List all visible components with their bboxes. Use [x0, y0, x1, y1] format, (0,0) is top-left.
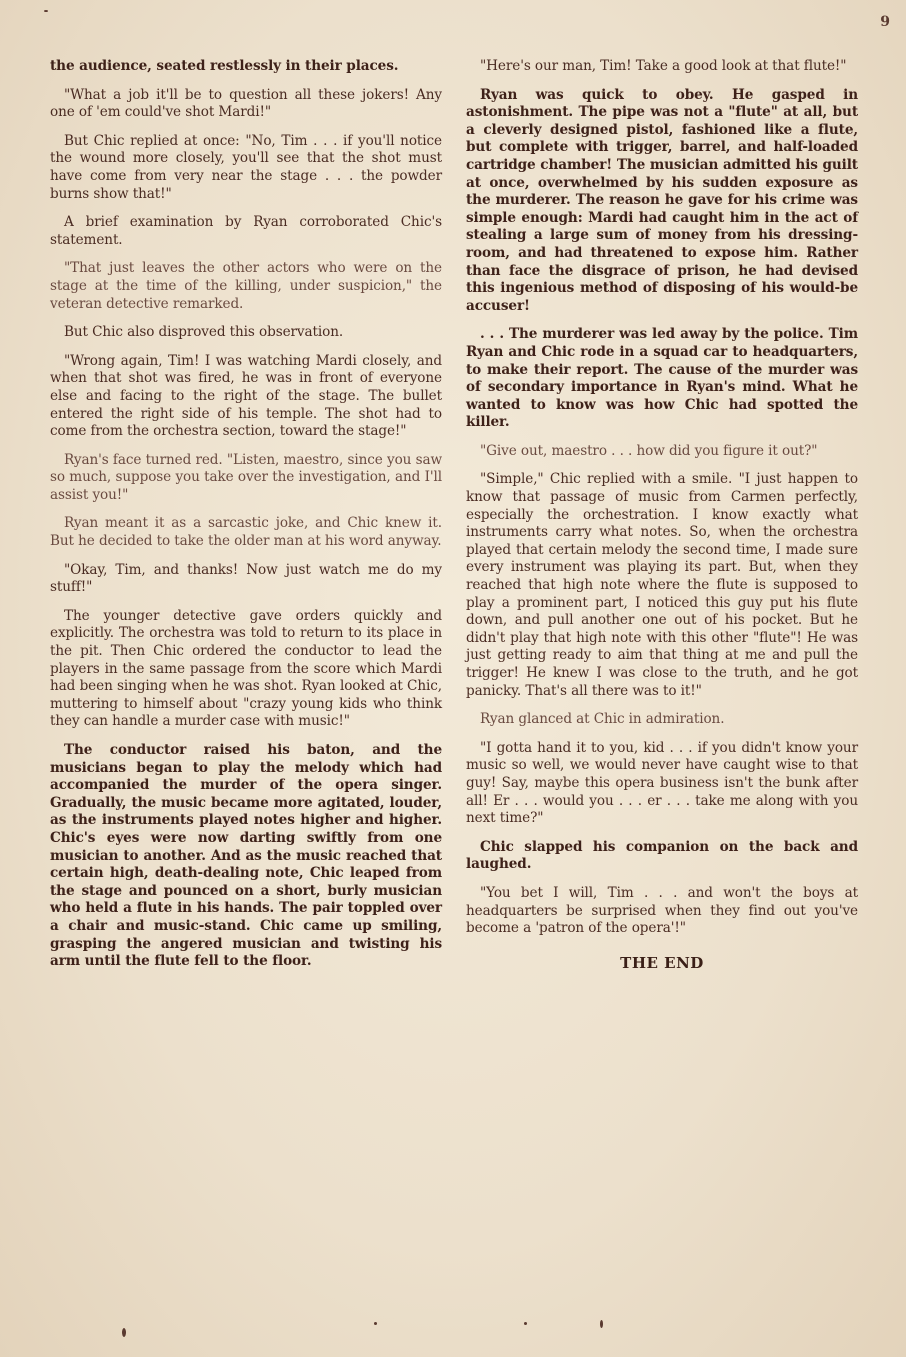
ink-speck — [374, 1322, 377, 1325]
paragraph: But Chic replied at once: "No, Tim . . . if you'll notice the wound more closely, you'll see that the shot must have come from very near the stage . . . the powder burns show that!" — [50, 132, 442, 202]
paragraph: . . . The murderer was led away by the police. Tim Ryan and Chic rode in a squad car to headquarters, to make their report. The cause of the murder was of secondary importance in Ryan's mind. What he wanted to know was how Chic had spotted the killer. — [466, 326, 858, 431]
page-number: 9 — [880, 14, 890, 30]
paragraph: "Give out, maestro . . . how did you figure it out?" — [480, 442, 818, 459]
paragraph: "You bet I will, Tim . . . and won't the boys at headquarters be surprised when they find out you've become a 'patron of the opera'!" — [466, 884, 858, 937]
paragraph: Ryan glanced at Chic in admiration. — [480, 711, 725, 728]
paragraph: But Chic also disproved this observation. — [64, 324, 344, 341]
the-end-heading: THE END — [620, 953, 704, 972]
paragraph: The conductor raised his baton, and the musicians began to play the melody which had accompanied the murder of the opera singer. Gradually, the music became more agitated, louder, as the instruments played notes higher and higher. Chic's eyes were now darting swiftly from one musician to another. And as the music reached that certain high, death-dealing note, Chic leaped from the stage and pounced on a short, burly musician who held a flute in his hands. The pair toppled over a chair and music-stand. Chic came up smiling, grasping the angered musician and twisting his arm until the flute fell to the floor. — [50, 742, 442, 970]
paragraph: "That just leaves the other actors who were on the stage at the time of the killing, under suspicion," the veteran detective remarked. — [50, 260, 442, 312]
paragraph: A brief examination by Ryan corroborated Chic's statement. — [50, 214, 442, 248]
paragraph: "Here's our man, Tim! Take a good look at that flute!" — [480, 58, 847, 74]
ink-speck — [122, 1328, 126, 1337]
ink-speck — [524, 1322, 527, 1325]
paragraph: "What a job it'll be to question all these jokers! Any one of 'em could've shot Mardi!" — [50, 86, 442, 121]
paragraph: the audience, seated restlessly in their places. — [50, 58, 399, 74]
paragraph: Chic slapped his companion on the back and laughed. — [466, 838, 858, 873]
paragraph: The younger detective gave orders quickly and explicitly. The orchestra was told to return to its place in the pit. Then Chic ordered the conductor to lead the players in the same passage from the score which Mardi had been singing when he was shot. Ryan looked at Chic, muttering to himself about "crazy young kids who think they can handle a murder case with music!" — [50, 607, 442, 730]
paragraph: "Simple," Chic replied with a smile. "I just happen to know that passage of music from Carmen perfectly, especially the orchestration. I know exactly what instruments carry what notes. So, when the orchestra played that certain melody the second time, I made sure every instrument was playing its part. But, when they reached that high note where the flute is supposed to play a prominent part, I noticed this guy put his flute down, and pull another one out of his pocket. But he didn't play that high note with this other "flute"! He was just getting ready to aim that thing at me and pull the trigger! He knew I was close to the truth, and he got panicky. That's all there was to it!" — [466, 471, 858, 699]
paragraph: Ryan meant it as a sarcastic joke, and Chic knew it. But he decided to take the older man at his word anyway. — [50, 515, 442, 550]
ink-speck — [600, 1320, 603, 1328]
ink-speck — [44, 10, 48, 12]
paragraph: "I gotta hand it to you, kid . . . if you didn't know your music so well, we would never have caught wise to that guy! Say, maybe this opera business isn't the bunk after all! Er . . . would you . . . er . . . take me along with you next time?" — [466, 739, 858, 827]
right-column — [466, 58, 858, 972]
paragraph: Ryan was quick to obey. He gasped in astonishment. The pipe was not a "flute" at all, but a cleverly designed pistol, fashioned like a flute, but complete with trigger, barrel, and half-loaded cartridge chamber! The musician admitted his guilt at once, overwhelmed by his sudden exposure as the murderer. The reason he gave for his crime was simple enough: Mardi had caught him in the act of stealing a large sum of money from his dressing-room, and had threatened to expose him. Rather than face the disgrace of prison, he had devised this ingenious method of disposing of his would-be accuser! — [466, 86, 858, 314]
left-column — [50, 58, 442, 982]
paragraph: Ryan's face turned red. "Listen, maestro, since you saw so much, suppose you take over the investigation, and I'll assist you!" — [50, 451, 442, 503]
paragraph: "Wrong again, Tim! I was watching Mardi closely, and when that shot was fired, he was in front of everyone else and facing to the right of the stage. The bullet entered the right side of his temple. The shot had to come from the orchestra section, toward the stage!" — [50, 352, 442, 440]
paragraph: "Okay, Tim, and thanks! Now just watch me do my stuff!" — [50, 561, 442, 596]
